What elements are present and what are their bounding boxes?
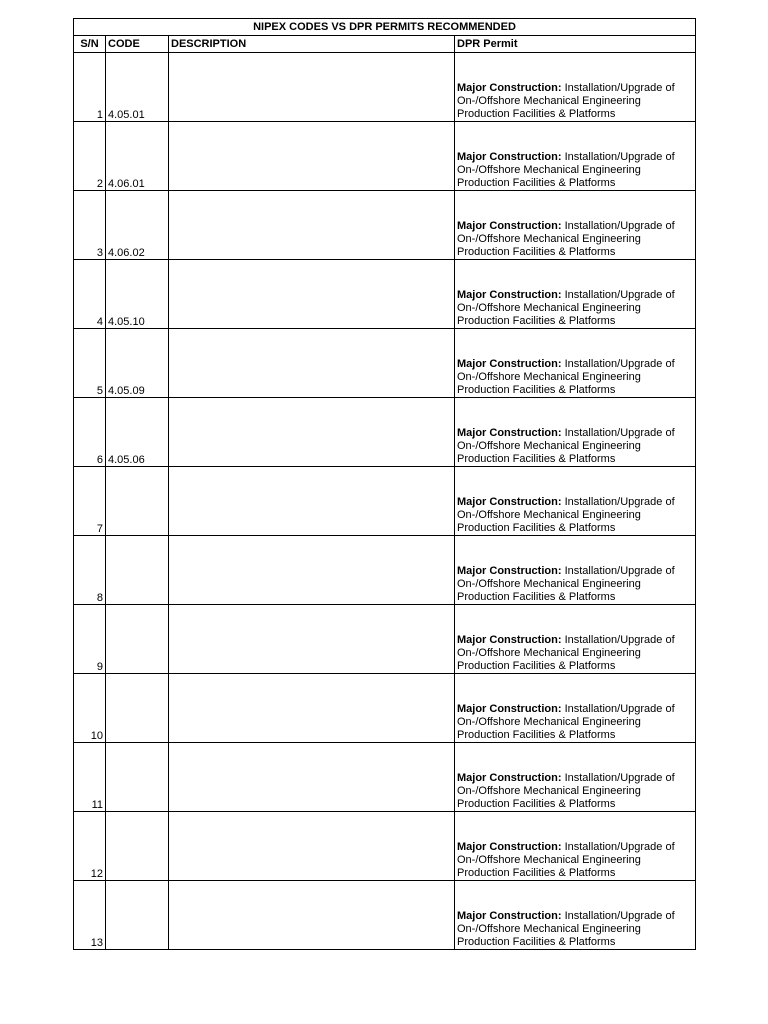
sn-cell: 10 bbox=[74, 674, 106, 743]
permit-category: Major Construction: bbox=[457, 220, 562, 232]
permit-cell bbox=[455, 53, 696, 122]
description-cell bbox=[169, 881, 455, 950]
sn-cell: 12 bbox=[74, 812, 106, 881]
description-cell bbox=[169, 122, 455, 191]
sn-cell: 5 bbox=[74, 329, 106, 398]
permit-description: Installation/Upgrade of On-/Offshore Mechanical Engineering Production Facilities & Platforms bbox=[457, 841, 675, 879]
permit-description: Installation/Upgrade of On-/Offshore Mechanical Engineering Production Facilities & Platforms bbox=[457, 82, 675, 120]
permit-category: Major Construction: bbox=[457, 151, 562, 163]
description-cell bbox=[169, 53, 455, 122]
column-header-sn: S/N bbox=[74, 36, 106, 53]
table-row bbox=[74, 743, 696, 812]
permit-category: Major Construction: bbox=[457, 841, 562, 853]
permit-category: Major Construction: bbox=[457, 82, 562, 94]
permit-description: Installation/Upgrade of On-/Offshore Mechanical Engineering Production Facilities & Platforms bbox=[457, 565, 675, 603]
code-cell: 4.06.02 bbox=[106, 191, 169, 260]
description-cell bbox=[169, 467, 455, 536]
permit-cell bbox=[455, 605, 696, 674]
permit-cell bbox=[455, 122, 696, 191]
table-row bbox=[74, 329, 696, 398]
description-cell bbox=[169, 260, 455, 329]
table-row bbox=[74, 812, 696, 881]
code-cell: 4.05.06 bbox=[106, 398, 169, 467]
table-body bbox=[74, 53, 696, 950]
description-cell bbox=[169, 329, 455, 398]
table-row bbox=[74, 881, 696, 950]
title-row bbox=[74, 19, 696, 36]
code-cell: 4.06.01 bbox=[106, 122, 169, 191]
table-row bbox=[74, 674, 696, 743]
permit-description: Installation/Upgrade of On-/Offshore Mechanical Engineering Production Facilities & Platforms bbox=[457, 772, 675, 810]
column-header-permit: DPR Permit bbox=[455, 36, 696, 53]
table-row bbox=[74, 467, 696, 536]
code-cell bbox=[106, 881, 169, 950]
permit-cell bbox=[455, 881, 696, 950]
sn-cell: 6 bbox=[74, 398, 106, 467]
permits-table bbox=[73, 18, 696, 950]
permit-description: Installation/Upgrade of On-/Offshore Mechanical Engineering Production Facilities & Platforms bbox=[457, 910, 675, 948]
permit-category: Major Construction: bbox=[457, 634, 562, 646]
code-cell bbox=[106, 674, 169, 743]
description-cell bbox=[169, 191, 455, 260]
table-row bbox=[74, 122, 696, 191]
description-cell bbox=[169, 743, 455, 812]
permit-category: Major Construction: bbox=[457, 565, 562, 577]
code-cell: 4.05.09 bbox=[106, 329, 169, 398]
code-cell: 4.05.01 bbox=[106, 53, 169, 122]
permit-cell bbox=[455, 743, 696, 812]
permit-cell bbox=[455, 812, 696, 881]
permit-cell bbox=[455, 536, 696, 605]
permit-cell bbox=[455, 467, 696, 536]
table-row bbox=[74, 398, 696, 467]
permit-cell bbox=[455, 398, 696, 467]
description-cell bbox=[169, 674, 455, 743]
permit-category: Major Construction: bbox=[457, 910, 562, 922]
column-header-code: CODE bbox=[106, 36, 169, 53]
sn-cell: 4 bbox=[74, 260, 106, 329]
sn-cell: 9 bbox=[74, 605, 106, 674]
permit-category: Major Construction: bbox=[457, 703, 562, 715]
code-cell: 4.05.10 bbox=[106, 260, 169, 329]
permit-cell bbox=[455, 674, 696, 743]
table-title: NIPEX CODES VS DPR PERMITS RECOMMENDED bbox=[74, 19, 696, 36]
permit-description: Installation/Upgrade of On-/Offshore Mechanical Engineering Production Facilities & Platforms bbox=[457, 703, 675, 741]
permit-category: Major Construction: bbox=[457, 496, 562, 508]
description-cell bbox=[169, 398, 455, 467]
code-cell bbox=[106, 536, 169, 605]
sn-cell: 11 bbox=[74, 743, 106, 812]
permit-description: Installation/Upgrade of On-/Offshore Mechanical Engineering Production Facilities & Platforms bbox=[457, 634, 675, 672]
sn-cell: 13 bbox=[74, 881, 106, 950]
table-row bbox=[74, 536, 696, 605]
sn-cell: 1 bbox=[74, 53, 106, 122]
permit-description: Installation/Upgrade of On-/Offshore Mechanical Engineering Production Facilities & Platforms bbox=[457, 151, 675, 189]
sn-cell: 8 bbox=[74, 536, 106, 605]
code-cell bbox=[106, 743, 169, 812]
table-row bbox=[74, 605, 696, 674]
permit-category: Major Construction: bbox=[457, 772, 562, 784]
permit-cell bbox=[455, 191, 696, 260]
column-header-description: DESCRIPTION bbox=[169, 36, 455, 53]
table-row bbox=[74, 53, 696, 122]
sn-cell: 2 bbox=[74, 122, 106, 191]
permit-category: Major Construction: bbox=[457, 289, 562, 301]
code-cell bbox=[106, 605, 169, 674]
code-cell bbox=[106, 812, 169, 881]
header-row bbox=[74, 36, 696, 53]
permit-description: Installation/Upgrade of On-/Offshore Mechanical Engineering Production Facilities & Platforms bbox=[457, 427, 675, 465]
table-row bbox=[74, 260, 696, 329]
description-cell bbox=[169, 812, 455, 881]
permit-description: Installation/Upgrade of On-/Offshore Mechanical Engineering Production Facilities & Platforms bbox=[457, 289, 675, 327]
permit-description: Installation/Upgrade of On-/Offshore Mechanical Engineering Production Facilities & Platforms bbox=[457, 220, 675, 258]
sn-cell: 7 bbox=[74, 467, 106, 536]
description-cell bbox=[169, 605, 455, 674]
permit-category: Major Construction: bbox=[457, 358, 562, 370]
permit-description: Installation/Upgrade of On-/Offshore Mechanical Engineering Production Facilities & Platforms bbox=[457, 496, 675, 534]
code-cell bbox=[106, 467, 169, 536]
permit-cell bbox=[455, 260, 696, 329]
permit-category: Major Construction: bbox=[457, 427, 562, 439]
table-row bbox=[74, 191, 696, 260]
permit-cell bbox=[455, 329, 696, 398]
sn-cell: 3 bbox=[74, 191, 106, 260]
description-cell bbox=[169, 536, 455, 605]
permit-description: Installation/Upgrade of On-/Offshore Mechanical Engineering Production Facilities & Platforms bbox=[457, 358, 675, 396]
